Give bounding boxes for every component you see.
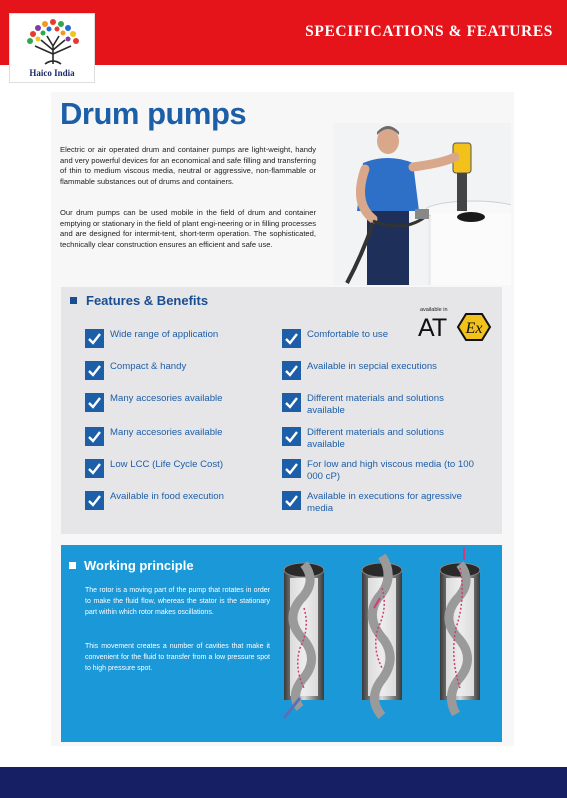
rotor-stage-2 (362, 556, 402, 716)
checkbox-icon (85, 393, 104, 412)
tree-icon (19, 16, 87, 68)
checkbox-icon (282, 491, 301, 510)
feature-left-6: Available in food execution (110, 491, 224, 502)
feature-left-4: Many accesories available (110, 427, 223, 438)
checkbox-icon (85, 329, 104, 348)
feature-right-6: Available in executions for agressive media (307, 491, 463, 514)
feature-left-2: Compact & handy (110, 361, 187, 372)
feature-left-5: Low LCC (Life Cycle Cost) (110, 459, 224, 470)
checkbox-icon (85, 427, 104, 446)
working-heading: Working principle (69, 558, 194, 573)
feature-right-3: Different materials and solutions available (307, 393, 444, 416)
atex-letters: AT (418, 314, 447, 342)
feature-right-2: Available in sepcial executions (307, 361, 437, 372)
checkbox-icon (282, 459, 301, 478)
working-paragraph-1: The rotor is a moving part of the pump that rotates in order to make the fluid flow, whereas the stator is the stationary part within which rotor makes oscillations. (85, 587, 270, 616)
page-title: SPECIFICATIONS & FEATURES (305, 23, 553, 40)
rotor-stage-3 (440, 548, 480, 714)
ex-text: Ex (465, 320, 483, 337)
checkbox-icon (282, 329, 301, 348)
atex-caption: available in (420, 307, 448, 313)
checkbox-icon (282, 393, 301, 412)
checkbox-icon (85, 459, 104, 478)
drum-pump-photo (333, 123, 511, 285)
features-heading: Features & Benefits (70, 293, 208, 308)
feature-left-1: Wide range of application (110, 329, 219, 340)
feature-right-1: Comfortable to use (307, 329, 389, 340)
intro-paragraph-1: Electric or air operated drum and container pumps are light-weight, handy and very powerful devices for an economical and safe filling and transferring of thin to medium viscous media, neutral or aggressive, non-flammable or flammable substances out of drums and containers. (60, 145, 316, 186)
checkbox-icon (85, 491, 104, 510)
feature-right-4: Different materials and solutions available (307, 427, 444, 450)
checkbox-icon (85, 361, 104, 380)
feature-left-3: Many accesories available (110, 393, 223, 404)
rotor-stage-1 (284, 563, 324, 718)
rotor-stator-illustration (270, 548, 500, 738)
product-heading: Drum pumps (60, 96, 247, 131)
checkbox-icon (282, 361, 301, 380)
footer-bar (0, 767, 567, 798)
logo-text: Haico India (29, 68, 75, 78)
feature-right-5: For low and high viscous media (to 100 000 cP) (307, 459, 474, 482)
company-logo[interactable] (9, 13, 95, 83)
working-paragraph-2: This movement creates a number of cavities that make it convenient for the fluid to transfer from a low pressure spot to high pressure spot. (85, 643, 270, 672)
intro-paragraph-2: Our drum pumps can be used mobile in the field of drum and container emptying or stationary in the field of plant engi-neering or in filling processes and are designed for intermit-tent, short-term operation. The sophisticated, technically clear construction ensures an efficient and safe use. (60, 208, 316, 249)
checkbox-icon (282, 427, 301, 446)
